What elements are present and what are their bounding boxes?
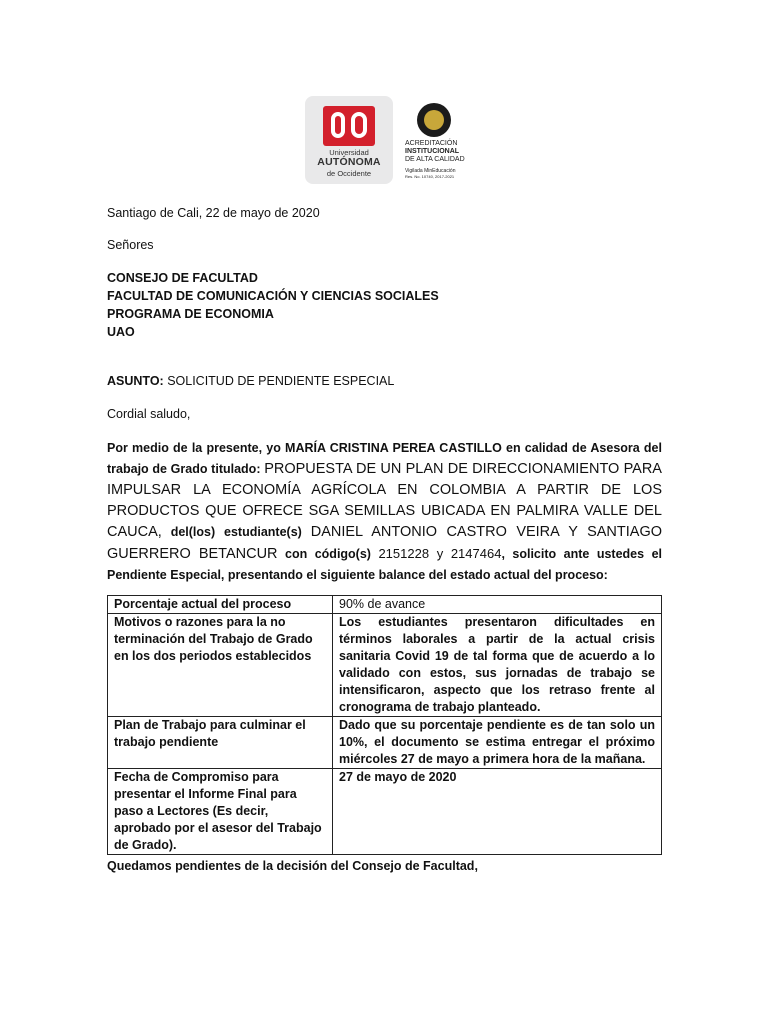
recipient-line: PROGRAMA DE ECONOMIA bbox=[107, 307, 274, 321]
subject-line bbox=[107, 373, 394, 390]
accreditation-line1: ACREDITACIÓN bbox=[405, 140, 458, 147]
subject-text: SOLICITUD DE PENDIENTE ESPECIAL bbox=[163, 374, 395, 388]
accreditation-line4: Vigilada MinEducación bbox=[405, 168, 456, 174]
recipient-line: UAO bbox=[107, 325, 135, 339]
table-row bbox=[108, 769, 662, 855]
table-cell-label: Motivos o razones para la no terminación del Trabajo de Grado en los dos periodos establecidos bbox=[108, 614, 333, 717]
body-paragraph bbox=[107, 438, 662, 586]
university-emblem-icon bbox=[323, 106, 375, 146]
student-codes: 2151228 y 2147464 bbox=[378, 546, 502, 561]
salutation-to: Señores bbox=[107, 238, 154, 252]
advisor-name: MARÍA CRISTINA PEREA CASTILLO bbox=[285, 441, 502, 455]
logo-text-line1: Universidad bbox=[329, 148, 369, 157]
logo-text-line3: de Occidente bbox=[326, 169, 372, 178]
accreditation-line3: DE ALTA CALIDAD bbox=[405, 156, 465, 163]
table-cell-value: 90% de avance bbox=[333, 596, 662, 614]
table-cell-value: Dado que su porcentaje pendiente es de tan solo un 10%, el documento se estima entregar el próximo miércoles 27 de mayo a primera hora de la mañana. bbox=[333, 717, 662, 769]
body-part3: del(los) estudiante(s) bbox=[161, 525, 311, 539]
body-part4: con código(s) bbox=[277, 547, 379, 561]
subject-label: ASUNTO: bbox=[107, 374, 164, 388]
body-part1: Por medio de la presente, yo bbox=[107, 441, 286, 455]
logo-text-line2: AUTÓNOMA bbox=[317, 156, 381, 168]
recipient-line: CONSEJO DE FACULTAD bbox=[107, 271, 258, 285]
table-cell-label: Porcentaje actual del proceso bbox=[108, 596, 333, 614]
place-date: Santiago de Cali, 22 de mayo de 2020 bbox=[107, 206, 320, 220]
table-cell-label: Fecha de Compromiso para presentar el Informe Final para paso a Lectores (Es decir, aprobado por el asesor del Trabajo de Grado). bbox=[108, 769, 333, 855]
greeting: Cordial saludo, bbox=[107, 407, 191, 421]
accreditation-seal-icon bbox=[417, 103, 451, 137]
thesis-title: PROPUESTA DE UN PLAN DE DIRECCIONAMIENTO PARA IMPULSAR LA ECONOMÍA AGRÍCOLA EN COLOMBIA A PARTIR DE LOS PRODUCTOS QUE OFRECE SGA SEMILLAS UBICADA EN PALMIRA VALLE DEL CAUCA, bbox=[107, 461, 662, 540]
table-cell-value: 27 de mayo de 2020 bbox=[333, 769, 662, 855]
recipient-line: FACULTAD DE COMUNICACIÓN Y CIENCIAS SOCIALES bbox=[107, 289, 439, 303]
table-cell-label: Plan de Trabajo para culminar el trabajo pendiente bbox=[108, 717, 333, 769]
balance-table bbox=[107, 595, 662, 855]
table-cell-value: Los estudiantes presentaron dificultades en términos laborales a partir de la actual crisis sanitaria Covid 19 de tal forma que de acuerdo a lo validado con estos, sus jornadas de trabajo se intensificaron, aspecto que los retraso frente al cronograma de trabajo planteado. bbox=[333, 614, 662, 717]
table-row bbox=[108, 717, 662, 769]
closing-line: Quedamos pendientes de la decisión del Consejo de Facultad, bbox=[107, 859, 478, 873]
table-row bbox=[108, 614, 662, 717]
accreditation-line5: Res. No. 10740, 2017-2021 bbox=[405, 174, 455, 179]
student-names: DANIEL ANTONIO CASTRO VEIRA Y SANTIAGO GUERRERO BETANCUR bbox=[107, 524, 662, 562]
body-part2: en calidad de Asesora del trabajo de Grado titulado: bbox=[107, 441, 662, 476]
university-logo bbox=[305, 96, 393, 184]
accreditation-line2: INSTITUCIONAL bbox=[405, 148, 460, 155]
body-part5: , solicito ante ustedes el Pendiente Especial, presentando el siguiente balance del estado actual del proceso: bbox=[107, 547, 662, 582]
table-row bbox=[108, 596, 662, 614]
